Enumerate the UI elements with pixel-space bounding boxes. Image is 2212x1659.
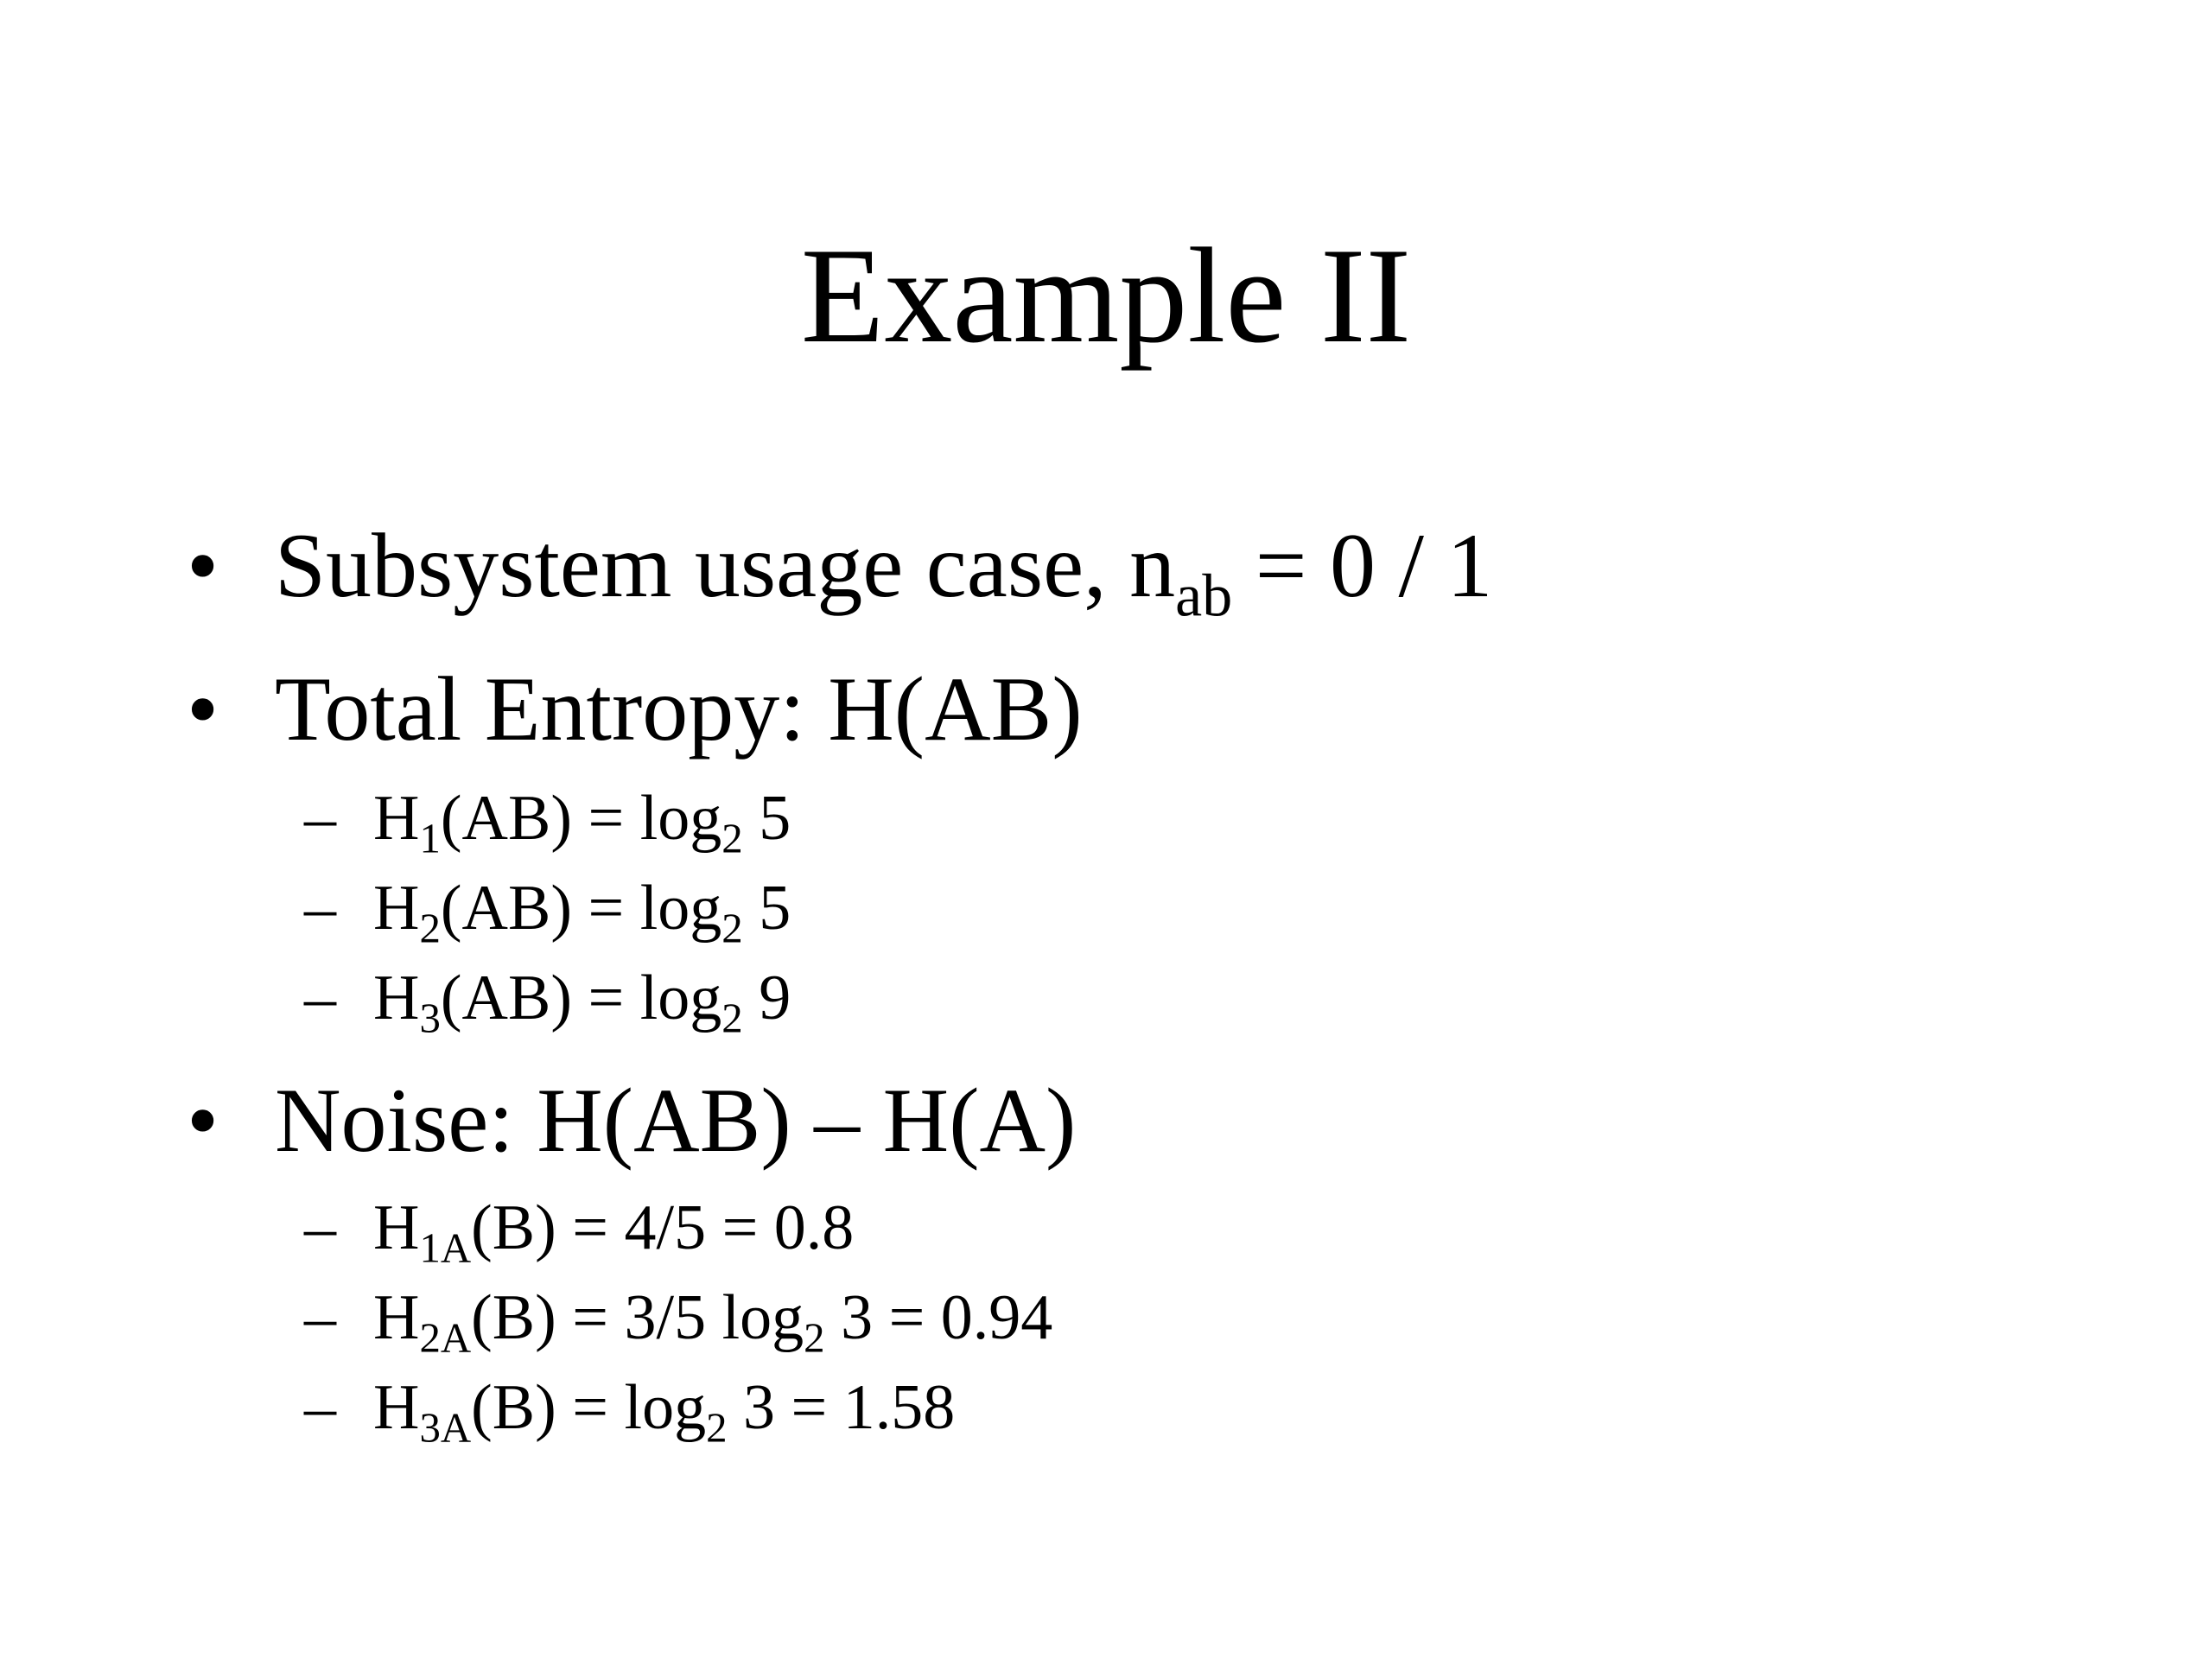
item-text: (B) = 3/5 log (471, 1282, 804, 1353)
subscript-text: 1 (419, 814, 441, 862)
bullet-marker: • (187, 658, 219, 760)
sub-bullet-item (373, 1189, 855, 1272)
bullet-item (275, 510, 1493, 630)
item-text: Noise: H(AB) – H(A) (275, 1070, 1077, 1171)
bullet-item (275, 1065, 1076, 1177)
item-text: H (373, 1192, 420, 1263)
dash-marker: – (304, 873, 336, 944)
item-text: H (373, 1372, 420, 1443)
dash-marker: – (304, 1192, 336, 1263)
subscript-text: ab (1175, 563, 1233, 630)
slide-title: Example II (800, 220, 1412, 372)
item-text: (B) = 4/5 = 0.8 (471, 1192, 855, 1263)
item-text: 5 (742, 873, 791, 944)
item-text: 3 = 1.58 (727, 1372, 956, 1443)
subscript-text: 2 (721, 994, 743, 1042)
item-text: 9 (742, 963, 791, 1033)
item-text: (AB) = log (440, 963, 722, 1033)
subscript-text: 2 (721, 814, 743, 862)
sub-bullet-item (373, 1369, 956, 1452)
subscript-text: 3 (419, 994, 441, 1042)
bullet-item (275, 653, 1083, 766)
sub-bullet-item (373, 779, 791, 862)
subscript-text: 2 (721, 904, 743, 952)
dash-marker: – (304, 783, 336, 854)
subscript-text: 3A (419, 1403, 472, 1452)
sub-bullet-item (373, 869, 791, 952)
subscript-text: 2 (804, 1313, 825, 1362)
dash-marker: – (304, 1282, 336, 1353)
item-text: H (373, 783, 420, 854)
item-text: H (373, 963, 420, 1033)
item-text: (B) = log (471, 1372, 707, 1443)
sub-bullet-item (373, 959, 791, 1042)
item-text: (AB) = log (440, 783, 722, 854)
item-text: H (373, 873, 420, 944)
item-text: Subsystem usage case, n (275, 515, 1176, 616)
item-text: 5 (742, 783, 791, 854)
item-text: = 0 / 1 (1232, 515, 1493, 616)
bullet-marker: • (187, 515, 219, 616)
item-text: H (373, 1282, 420, 1353)
dash-marker: – (304, 1372, 336, 1443)
subscript-text: 2 (419, 904, 441, 952)
item-text: 3 = 0.94 (824, 1282, 1053, 1353)
subscript-text: 2A (419, 1313, 472, 1362)
sub-bullet-item (373, 1279, 1053, 1362)
subscript-text: 2 (706, 1403, 728, 1452)
item-text: Total Entropy: H(AB) (275, 658, 1083, 760)
dash-marker: – (304, 963, 336, 1033)
item-text: (AB) = log (440, 873, 722, 944)
bullet-marker: • (187, 1070, 219, 1171)
subscript-text: 1A (419, 1224, 472, 1272)
